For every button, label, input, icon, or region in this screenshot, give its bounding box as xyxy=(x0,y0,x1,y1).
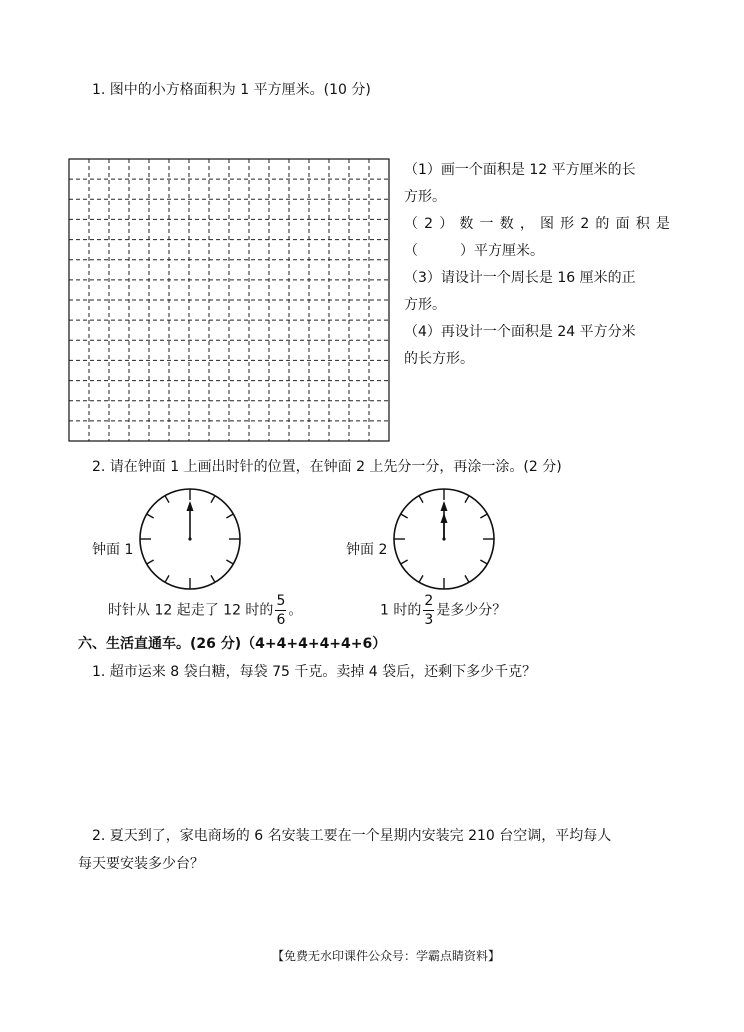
clock-tick xyxy=(147,560,154,564)
justified-char: ， xyxy=(519,216,534,232)
q1-option-2 xyxy=(404,217,670,257)
clock-tick xyxy=(401,514,408,518)
justified-char: 图 xyxy=(540,216,555,232)
caption2-suffix: 是多少分？ xyxy=(436,602,507,619)
clock-tick xyxy=(165,575,169,582)
fraction-five-sixths xyxy=(275,594,286,627)
clock-tick xyxy=(480,514,487,518)
option-line: （ ）平方厘米。 xyxy=(404,243,544,259)
option-line: （3）请设计一个周长是 16 厘米的正 xyxy=(404,270,636,286)
clock-tick xyxy=(226,514,233,518)
q1-option-3 xyxy=(404,271,670,311)
option-line: 方形。 xyxy=(404,297,446,313)
caption1-prefix: 时针从 12 起走了 12 时的 xyxy=(108,602,274,619)
justified-char: （ xyxy=(404,216,418,232)
clock-face-2[interactable] xyxy=(392,487,496,591)
justified-char: 形 xyxy=(560,216,575,232)
footer-note: 【免费无水印课件公众号：学霸点睛资料】 xyxy=(272,949,501,963)
option-line: （1）画一个面积是 12 平方厘米的长 xyxy=(404,162,636,178)
clock-tick xyxy=(480,560,487,564)
option-line: 的长方形。 xyxy=(404,351,474,367)
caption1-suffix: 。 xyxy=(288,602,303,619)
justified-char: 2 xyxy=(580,216,590,232)
clock-center xyxy=(442,537,445,540)
justified-char: 的 xyxy=(595,216,610,232)
q2-title: 2. 请在钟面 1 上画出时针的位置，在钟面 2 上先分一分，再涂一涂。(2 分) xyxy=(92,459,562,475)
fraction-two-thirds xyxy=(423,594,434,627)
fraction-numerator: 5 xyxy=(276,593,286,609)
clock-tick xyxy=(165,496,169,503)
clock-tick xyxy=(226,560,233,564)
justified-char: 一 xyxy=(479,216,494,232)
justified-char: ） xyxy=(439,216,454,232)
clock1-caption xyxy=(108,594,302,627)
clock-hand-arrow xyxy=(441,501,448,511)
clock-tick xyxy=(465,575,469,582)
q1-option-4 xyxy=(404,325,670,365)
justified-char: 数 xyxy=(459,216,474,232)
justified-char: 面 xyxy=(615,216,630,232)
justified-char: 积 xyxy=(635,216,650,232)
clock-tick xyxy=(465,496,469,503)
fraction-denominator: 6 xyxy=(276,612,286,628)
justified-char: 2 xyxy=(424,216,434,232)
fraction-denominator: 3 xyxy=(424,612,434,628)
q1-option-1 xyxy=(404,163,670,203)
clock2-label: 钟面 2 xyxy=(346,542,388,558)
section-six-title: 六、生活直通车。(26 分)（4+4+4+4+4+6） xyxy=(78,636,387,652)
clock-tick xyxy=(211,496,215,503)
caption2-prefix: 1 时的 xyxy=(380,602,422,619)
clock-tick xyxy=(211,575,215,582)
clock-tick xyxy=(419,575,423,582)
clock-tick xyxy=(147,514,154,518)
fraction-numerator: 2 xyxy=(424,593,434,609)
clock2-caption xyxy=(380,594,506,627)
square-grid xyxy=(68,158,390,442)
clock1-label: 钟面 1 xyxy=(92,542,134,558)
clock-tick xyxy=(401,560,408,564)
problem-2-line-1: 2. 夏天到了，家电商场的 6 名安装工要在一个星期内安装完 210 台空调，平均每人 xyxy=(92,828,612,844)
clock-center xyxy=(188,537,191,540)
option-line: 方形。 xyxy=(404,189,446,205)
option-line: （4）再设计一个面积是 24 平方分米 xyxy=(404,324,636,340)
option-line-justified xyxy=(404,217,670,231)
clock-face-1[interactable] xyxy=(138,487,242,591)
clock-tick xyxy=(419,496,423,503)
justified-char: 数 xyxy=(499,216,514,232)
problem-2-line-2: 每天要安装多少台？ xyxy=(78,856,204,872)
problem-1: 1. 超市运来 8 袋白糖，每袋 75 千克。卖掉 4 袋后，还剩下多少千克？ xyxy=(92,664,537,680)
clock-hand-arrow xyxy=(441,513,448,523)
q1-title: 1. 图中的小方格面积为 1 平方厘米。(10 分) xyxy=(92,82,371,98)
clock-hand-arrow xyxy=(187,501,194,511)
justified-char: 是 xyxy=(655,216,670,232)
